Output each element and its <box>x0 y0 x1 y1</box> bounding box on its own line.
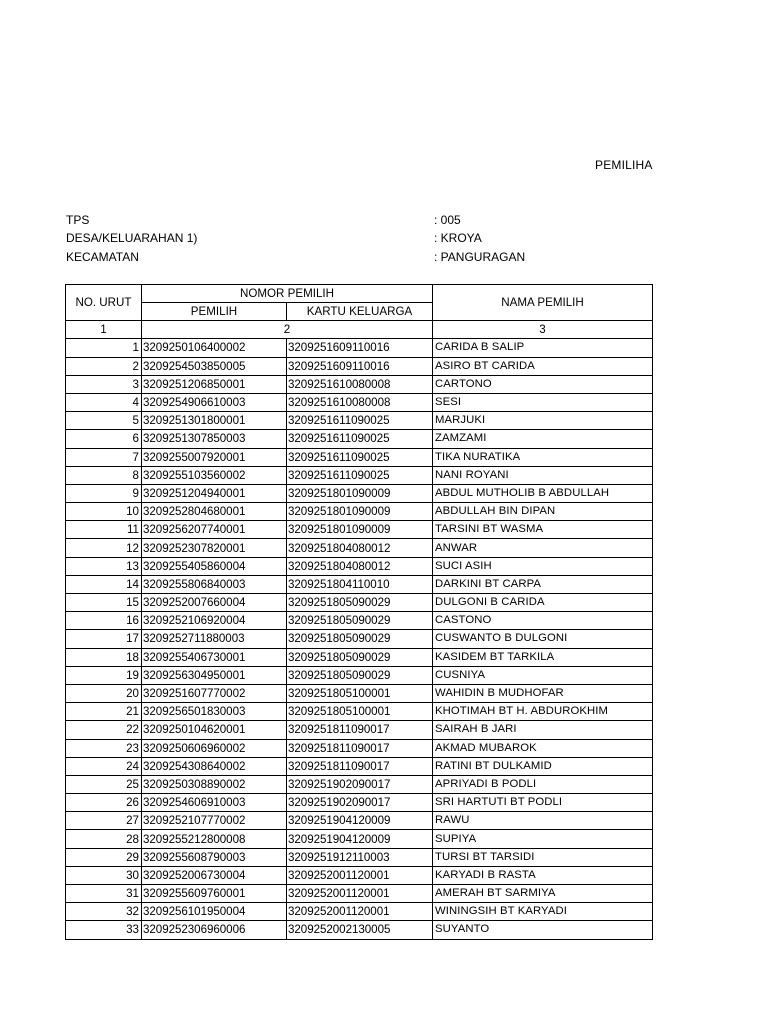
table-row <box>66 830 653 848</box>
voter-name: CASTONO <box>433 612 653 630</box>
info-value-desa: : KROYA <box>434 231 482 245</box>
table-row <box>66 339 653 357</box>
family-card-number: 3209251609110016 <box>287 357 433 375</box>
voter-name: ASIRO BT CARIDA <box>433 357 653 375</box>
voter-name: RATINI BT DULKAMID <box>433 757 653 775</box>
table-row <box>66 684 653 702</box>
row-number: 25 <box>66 775 142 793</box>
table-row <box>66 594 653 612</box>
row-number: 17 <box>66 630 142 648</box>
family-card-number: 3209251804080012 <box>287 557 433 575</box>
voter-name: ZAMZAMI <box>433 430 653 448</box>
family-card-number: 3209251811090017 <box>287 739 433 757</box>
family-card-number: 3209251811090017 <box>287 721 433 739</box>
row-number: 28 <box>66 830 142 848</box>
voter-name: APRIYADI B PODLI <box>433 775 653 793</box>
voter-name: ABDUL MUTHOLIB B ABDULLAH <box>433 484 653 502</box>
table-row <box>66 921 653 939</box>
family-card-number: 3209251804110010 <box>287 575 433 593</box>
voter-nik: 3209254503850005 <box>142 357 287 375</box>
family-card-number: 3209251609110016 <box>287 339 433 357</box>
header-col-1: 1 <box>66 321 142 339</box>
row-number: 3 <box>66 375 142 393</box>
voter-name: AMERAH BT SARMIYA <box>433 885 653 903</box>
voter-nik: 3209252107770002 <box>142 812 287 830</box>
voter-name: SUPIYA <box>433 830 653 848</box>
voter-nik: 3209251307850003 <box>142 430 287 448</box>
table-row <box>66 775 653 793</box>
table-row <box>66 739 653 757</box>
voter-nik: 3209251301800001 <box>142 412 287 430</box>
voter-name: KHOTIMAH BT H. ABDUROKHIM <box>433 703 653 721</box>
family-card-number: 3209251805090029 <box>287 612 433 630</box>
voter-name: WININGSIH BT KARYADI <box>433 903 653 921</box>
table-row <box>66 375 653 393</box>
voter-nik: 3209252106920004 <box>142 612 287 630</box>
table-row <box>66 539 653 557</box>
voter-nik: 3209255007920001 <box>142 448 287 466</box>
voter-nik: 3209255608790003 <box>142 848 287 866</box>
family-card-number: 3209251904120009 <box>287 830 433 848</box>
info-value-kecamatan: : PANGURAGAN <box>434 250 526 264</box>
voter-name: CARIDA B SALIP <box>433 339 653 357</box>
family-card-number: 3209252001120001 <box>287 866 433 884</box>
row-number: 1 <box>66 339 142 357</box>
table-row <box>66 357 653 375</box>
row-number: 20 <box>66 684 142 702</box>
table-row <box>66 557 653 575</box>
voter-name: DULGONI B CARIDA <box>433 594 653 612</box>
table-row <box>66 393 653 411</box>
header-col-3: 3 <box>433 321 653 339</box>
family-card-number: 3209252002130005 <box>287 921 433 939</box>
header-col-2: 2 <box>142 321 433 339</box>
voter-name: CUSNIYA <box>433 666 653 684</box>
voter-nik: 3209255405860004 <box>142 557 287 575</box>
voter-nik: 3209256207740001 <box>142 521 287 539</box>
row-number: 5 <box>66 412 142 430</box>
family-card-number: 3209252001120001 <box>287 885 433 903</box>
voter-name: AKMAD MUBAROK <box>433 739 653 757</box>
family-card-number: 3209251805090029 <box>287 594 433 612</box>
family-card-number: 3209251610080008 <box>287 375 433 393</box>
header-pemilih: PEMILIH <box>142 303 287 321</box>
table-row <box>66 812 653 830</box>
voter-name: ABDULLAH BIN DIPAN <box>433 503 653 521</box>
voter-nik: 3209256304950001 <box>142 666 287 684</box>
table-row <box>66 703 653 721</box>
table-row <box>66 848 653 866</box>
row-number: 23 <box>66 739 142 757</box>
family-card-number: 3209251912110003 <box>287 848 433 866</box>
voter-nik: 3209252804680001 <box>142 503 287 521</box>
voter-name: NANI ROYANI <box>433 466 653 484</box>
voter-name: RAWU <box>433 812 653 830</box>
family-card-number: 3209251902090017 <box>287 794 433 812</box>
voter-nik: 3209256101950004 <box>142 903 287 921</box>
voter-name: SUCI ASIH <box>433 557 653 575</box>
voter-name: WAHIDIN B MUDHOFAR <box>433 684 653 702</box>
voter-name: CUSWANTO B DULGONI <box>433 630 653 648</box>
table-row <box>66 903 653 921</box>
voter-name: TIKA NURATIKA <box>433 448 653 466</box>
row-number: 19 <box>66 666 142 684</box>
family-card-number: 3209251805090029 <box>287 666 433 684</box>
row-number: 4 <box>66 393 142 411</box>
table-row <box>66 575 653 593</box>
row-number: 8 <box>66 466 142 484</box>
voter-nik: 3209251206850001 <box>142 375 287 393</box>
table-row <box>66 503 653 521</box>
row-number: 11 <box>66 521 142 539</box>
info-label-tps: TPS <box>66 213 90 227</box>
family-card-number: 3209252001120001 <box>287 903 433 921</box>
voter-nik: 3209256501830003 <box>142 703 287 721</box>
row-number: 32 <box>66 903 142 921</box>
voter-name: SRI HARTUTI BT PODLI <box>433 794 653 812</box>
row-number: 30 <box>66 866 142 884</box>
header-nama-pemilih: NAMA PEMILIH <box>433 285 653 321</box>
table-row <box>66 648 653 666</box>
info-label-desa: DESA/KELUARAHAN 1) <box>66 231 198 245</box>
header-no-urut: NO. URUT <box>66 285 142 321</box>
row-number: 33 <box>66 921 142 939</box>
table-row <box>66 466 653 484</box>
voter-nik: 3209250308890002 <box>142 775 287 793</box>
voter-nik: 3209255806840003 <box>142 575 287 593</box>
family-card-number: 3209251611090025 <box>287 430 433 448</box>
family-card-number: 3209251801090009 <box>287 503 433 521</box>
voter-name: SUYANTO <box>433 921 653 939</box>
family-card-number: 3209251611090025 <box>287 412 433 430</box>
family-card-number: 3209251611090025 <box>287 448 433 466</box>
family-card-number: 3209251904120009 <box>287 812 433 830</box>
table-row <box>66 412 653 430</box>
family-card-number: 3209251611090025 <box>287 466 433 484</box>
table-row <box>66 484 653 502</box>
voter-rows <box>66 339 653 939</box>
family-card-number: 3209251805090029 <box>287 630 433 648</box>
voter-nik: 3209255212800008 <box>142 830 287 848</box>
voter-nik: 3209252007660004 <box>142 594 287 612</box>
table-row <box>66 721 653 739</box>
row-number: 18 <box>66 648 142 666</box>
voter-name: TURSI BT TARSIDI <box>433 848 653 866</box>
voter-nik: 3209252006730004 <box>142 866 287 884</box>
voter-name: DARKINI BT CARPA <box>433 575 653 593</box>
voter-name: CARTONO <box>433 375 653 393</box>
voter-name: KASIDEM BT TARKILA <box>433 648 653 666</box>
row-number: 31 <box>66 885 142 903</box>
voter-nik: 3209250104620001 <box>142 721 287 739</box>
voter-nik: 3209252306960006 <box>142 921 287 939</box>
voter-name: MARJUKI <box>433 412 653 430</box>
family-card-number: 3209251801090009 <box>287 484 433 502</box>
row-number: 22 <box>66 721 142 739</box>
voter-nik: 3209252711880003 <box>142 630 287 648</box>
voter-nik: 3209255406730001 <box>142 648 287 666</box>
row-number: 10 <box>66 503 142 521</box>
row-number: 29 <box>66 848 142 866</box>
voter-nik: 3209251204940001 <box>142 484 287 502</box>
row-number: 24 <box>66 757 142 775</box>
family-card-number: 3209251805100001 <box>287 703 433 721</box>
voter-nik: 3209252307820001 <box>142 539 287 557</box>
document-title: PEMILIHA <box>595 158 653 172</box>
table-row <box>66 794 653 812</box>
voter-name: ANWAR <box>433 539 653 557</box>
row-number: 6 <box>66 430 142 448</box>
table-row <box>66 666 653 684</box>
row-number: 14 <box>66 575 142 593</box>
header-nomor-pemilih: NOMOR PEMILIH <box>142 285 433 303</box>
family-card-number: 3209251801090009 <box>287 521 433 539</box>
family-card-number: 3209251804080012 <box>287 539 433 557</box>
family-card-number: 3209251805100001 <box>287 684 433 702</box>
voter-nik: 3209251607770002 <box>142 684 287 702</box>
table-row <box>66 885 653 903</box>
row-number: 9 <box>66 484 142 502</box>
voter-name: SAIRAH B JARI <box>433 721 653 739</box>
row-number: 26 <box>66 794 142 812</box>
voter-table <box>65 284 653 940</box>
voter-nik: 3209254308640002 <box>142 757 287 775</box>
row-number: 7 <box>66 448 142 466</box>
row-number: 2 <box>66 357 142 375</box>
table-row <box>66 630 653 648</box>
voter-nik: 3209250606960002 <box>142 739 287 757</box>
table-row <box>66 448 653 466</box>
row-number: 12 <box>66 539 142 557</box>
table-row <box>66 866 653 884</box>
voter-name: TARSINI BT WASMA <box>433 521 653 539</box>
voter-nik: 3209255609760001 <box>142 885 287 903</box>
table-row <box>66 612 653 630</box>
voter-nik: 3209254606910003 <box>142 794 287 812</box>
table-row <box>66 757 653 775</box>
family-card-number: 3209251610080008 <box>287 393 433 411</box>
voter-nik: 3209250106400002 <box>142 339 287 357</box>
voter-name: KARYADI B RASTA <box>433 866 653 884</box>
voter-name: SESI <box>433 393 653 411</box>
family-card-number: 3209251811090017 <box>287 757 433 775</box>
family-card-number: 3209251805090029 <box>287 648 433 666</box>
row-number: 21 <box>66 703 142 721</box>
info-label-kecamatan: KECAMATAN <box>66 250 139 264</box>
row-number: 27 <box>66 812 142 830</box>
table-row <box>66 430 653 448</box>
header-kartu-keluarga: KARTU KELUARGA <box>287 303 433 321</box>
voter-nik: 3209255103560002 <box>142 466 287 484</box>
family-card-number: 3209251902090017 <box>287 775 433 793</box>
row-number: 15 <box>66 594 142 612</box>
table-row <box>66 521 653 539</box>
info-value-tps: : 005 <box>434 213 461 227</box>
voter-nik: 3209254906610003 <box>142 393 287 411</box>
row-number: 16 <box>66 612 142 630</box>
row-number: 13 <box>66 557 142 575</box>
